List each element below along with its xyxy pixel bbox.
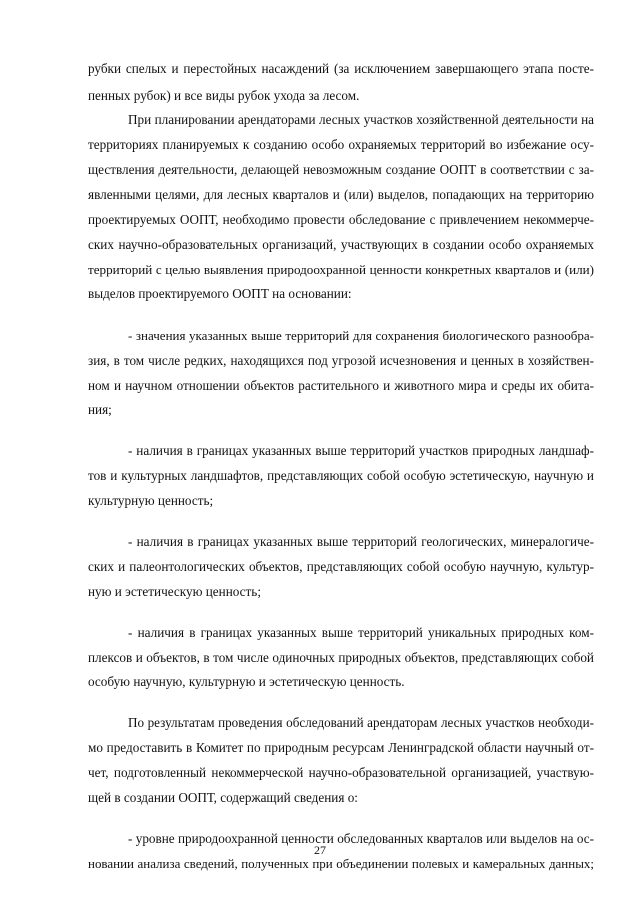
paragraph-line: выделов проектируемого ООПТ на основании:: [88, 286, 352, 301]
paragraph-line: - наличия в границах указанных выше территорий участков природных ландшаф-: [128, 443, 594, 458]
paragraph-line: проектируемых ООПТ, необходимо провести обследование с привлечением некоммерче-: [88, 212, 594, 227]
paragraph-line: По результатам проведения обследований арендаторам лесных участков необходи-: [128, 715, 594, 730]
paragraph-line: культурную ценность;: [88, 493, 214, 508]
paragraph-line: ществления деятельности, делающей невозможным создание ООПТ в соответствии с за-: [88, 162, 594, 177]
paragraph-line: территорий с целью выявления природоохранной ценности конкретных кварталов и (или): [88, 262, 594, 277]
paragraph-line: - уровне природоохранной ценности обследованных кварталов или выделов на ос-: [128, 831, 594, 846]
paragraph-line: - наличия в границах указанных выше территорий геологических, минералогиче-: [128, 534, 594, 549]
paragraph-line: ния;: [88, 402, 112, 417]
paragraph-line: ских и палеонтологических объектов, представляющих собой особую научную, культур-: [88, 559, 594, 574]
paragraph-line: зия, в том числе редких, находящихся под угрозой исчезновения и ценных в хозяйствен-: [88, 353, 594, 368]
paragraph-line: плексов и объектов, в том числе одиночных природных объектов, представляющих собой: [88, 650, 594, 665]
paragraph-line: явленными целями, для лесных кварталов и (или) выделов, попадающих на территорию: [88, 187, 594, 202]
paragraph-line: ских научно-образовательных организаций, участвующих в создании особо охраняемых: [88, 237, 594, 252]
paragraph-line: мо предоставить в Комитет по природным ресурсам Ленинградской области научный от-: [88, 740, 594, 755]
paragraph-line: пенных рубок) и все виды рубок ухода за лесом.: [88, 88, 360, 103]
paragraph-line: чет, подготовленный некоммерческой научно-образовательной организацией, участвую-: [88, 765, 594, 780]
paragraph-line: - наличия в границах указанных выше территорий уникальных природных ком-: [128, 625, 594, 640]
paragraph-line: рубки спелых и перестойных насаждений (за исключением завершающего этапа посте-: [88, 61, 594, 76]
page-number: 27: [314, 843, 326, 857]
paragraph-line: территориях планируемых к созданию особо охраняемых территорий во избежание осу-: [88, 137, 594, 152]
paragraph-line: - значения указанных выше территорий для сохранения биологического разнообра-: [128, 328, 594, 343]
paragraph-line: ную и эстетическую ценность;: [88, 584, 261, 599]
paragraph-line: новании анализа сведений, полученных при объединении полевых и камеральных данных;: [88, 856, 594, 871]
paragraph-line: тов и культурных ландшафтов, представляющих собой особую эстетическую, научную и: [88, 468, 594, 483]
paragraph-line: особую научную, культурную и эстетическую ценность.: [88, 674, 405, 689]
paragraph-line: ном и научном отношении объектов растительного и животного мира и среды их обита-: [88, 378, 594, 393]
paragraph-line: При планировании арендаторами лесных участков хозяйственной деятельности на: [128, 112, 594, 127]
paragraph-line: щей в создании ООПТ, содержащий сведения о:: [88, 790, 358, 805]
